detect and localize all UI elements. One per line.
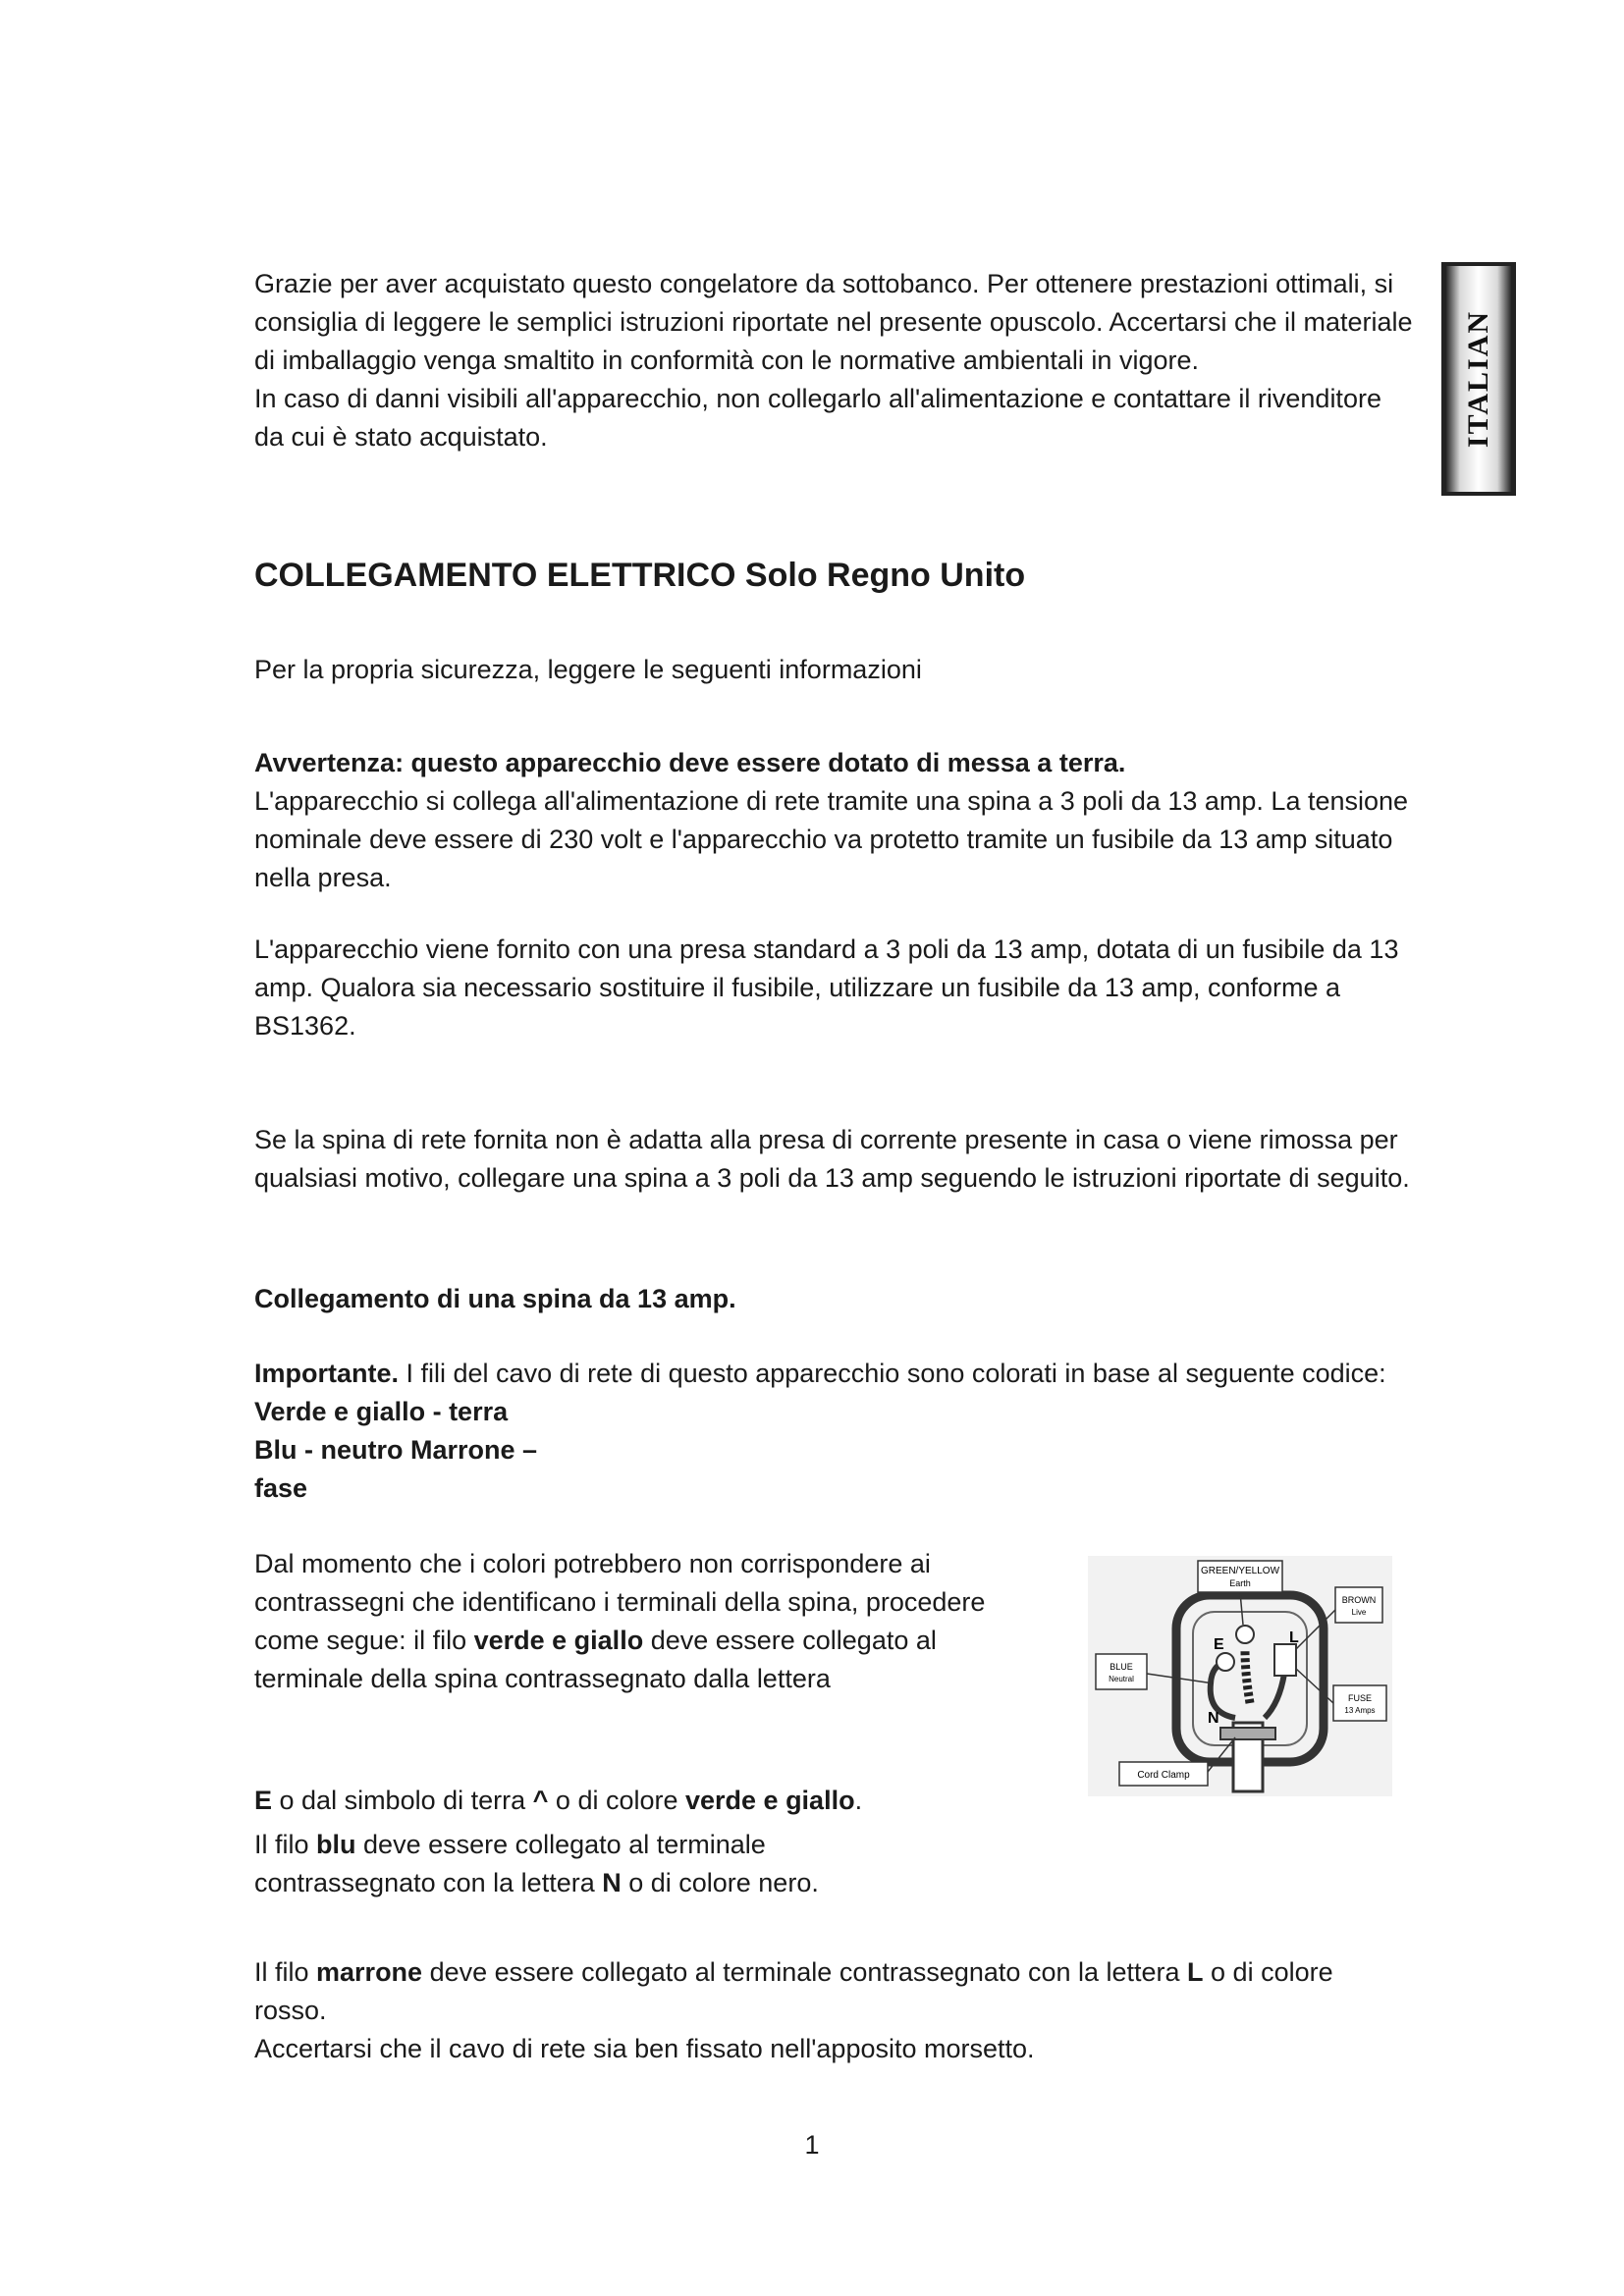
warning-paragraph bbox=[254, 744, 1413, 897]
supplied-paragraph bbox=[254, 931, 1413, 1045]
label-fuse-amps: 13 Amps bbox=[1344, 1706, 1376, 1715]
blue-end: o di colore nero. bbox=[621, 1868, 819, 1897]
language-tab-label: ITALIAN bbox=[1462, 309, 1495, 449]
plug-subheading: Collegamento di una spina da 13 amp. bbox=[254, 1284, 736, 1313]
blue-instruction bbox=[254, 1826, 922, 1902]
label-box-brown bbox=[1335, 1587, 1382, 1623]
brown-pre: Il filo bbox=[254, 1957, 317, 1987]
section-heading: COLLEGAMENTO ELETTRICO Solo Regno Unito bbox=[254, 557, 1026, 594]
language-tab bbox=[1441, 262, 1516, 496]
neutral-terminal bbox=[1217, 1653, 1234, 1671]
cord-clamp bbox=[1220, 1728, 1275, 1739]
earth-end: . bbox=[854, 1786, 863, 1815]
label-fuse: FUSE bbox=[1347, 1693, 1373, 1703]
blue-letter: N bbox=[602, 1868, 622, 1897]
brown-end: o di colore rosso. bbox=[254, 1957, 1333, 2025]
plug-wiring-diagram bbox=[1088, 1556, 1392, 1796]
code-phase: fase bbox=[254, 1473, 308, 1503]
safety-note: Per la propria sicurezza, leggere le seguenti informazioni bbox=[254, 655, 922, 684]
code-earth: Verde e giallo - terra bbox=[254, 1397, 509, 1426]
earth-text-2: o di colore bbox=[548, 1786, 685, 1815]
intro-text: Grazie per aver acquistato questo congelatore da sottobanco. Per ottenere prestazioni ottimali, si consiglia di leggere le semplici istruzioni riportate nel presente opuscolo. Accertarsi che il materiale di imballaggio venga smaltito in conformità con le normative ambientali in vigore. bbox=[254, 269, 1413, 375]
label-earth: Earth bbox=[1229, 1578, 1251, 1588]
important-label: Importante. bbox=[254, 1359, 400, 1388]
important-paragraph bbox=[254, 1355, 1413, 1508]
brown-text: deve essere collegato al terminale contrassegnato con la lettera bbox=[422, 1957, 1188, 1987]
supplied-text: L'apparecchio viene fornito con una presa standard a 3 poli da 13 amp, dotata di un fusibile da 13 amp. Qualora sia necessario sostituire il fusibile, utilizzare un fusibile da 13 amp, conforme a bbox=[254, 934, 1399, 1002]
standard-text: BS1362. bbox=[254, 1011, 356, 1041]
label-neutral: Neutral bbox=[1109, 1675, 1134, 1683]
brown-letter: L bbox=[1187, 1957, 1204, 1987]
letter-l: L bbox=[1289, 1629, 1299, 1646]
letter-e: E bbox=[1214, 1636, 1224, 1653]
label-brown: BROWN bbox=[1341, 1595, 1377, 1605]
blue-word: blu bbox=[316, 1830, 356, 1859]
replace-paragraph: Se la spina di rete fornita non è adatta alla presa di corrente presente in casa o viene rimossa per qualsiasi motivo, collegare una spina a 3 poli da 13 amp seguendo le istruzioni riportate di seguito. bbox=[254, 1125, 1410, 1193]
label-box-blue bbox=[1096, 1654, 1147, 1689]
code-neutral-live: Blu - neutro Marrone – bbox=[254, 1435, 538, 1465]
instruction-end: deve essere collegato al terminale della spina contrassegnato dalla lettera bbox=[254, 1626, 937, 1693]
instruction-bold: verde e giallo bbox=[473, 1626, 644, 1655]
label-green-yellow: GREEN/YELLOW bbox=[1200, 1566, 1280, 1576]
colour-instructions bbox=[254, 1545, 1001, 1698]
important-text: I fili del cavo di rete di questo apparecchio sono colorati in base al seguente codice: bbox=[399, 1359, 1386, 1388]
blue-text: deve essere collegato al terminale contrassegnato con la lettera bbox=[254, 1830, 766, 1897]
warning-title: Avvertenza: questo apparecchio deve essere dotato di messa a terra. bbox=[254, 748, 1126, 777]
damage-text: In caso di danni visibili all'apparecchio, non collegarlo all'alimentazione e contattare il rivenditore da cui è stato acquistato. bbox=[254, 384, 1381, 452]
page-number: 1 bbox=[804, 2130, 820, 2160]
brown-instruction bbox=[254, 1953, 1374, 2068]
earth-colour: verde e giallo bbox=[685, 1786, 855, 1815]
blue-pre: Il filo bbox=[254, 1830, 317, 1859]
label-blue: BLUE bbox=[1110, 1662, 1133, 1672]
brown-word: marrone bbox=[316, 1957, 423, 1987]
label-box-fuse bbox=[1333, 1685, 1386, 1721]
earth-symbol: ^ bbox=[532, 1786, 549, 1815]
earth-letter: E bbox=[254, 1786, 273, 1815]
label-cord-clamp: Cord Clamp bbox=[1137, 1770, 1190, 1781]
warning-text: L'apparecchio si collega all'alimentazione di rete tramite una spina a 3 poli da 13 amp. La tensione nominale deve essere di 230 volt e l'apparecchio va protetto tramite un fusibile da 13 amp situato nella presa. bbox=[254, 786, 1409, 892]
earth-text: o dal simbolo di terra bbox=[272, 1786, 533, 1815]
clamp-instruction: Accertarsi che il cavo di rete sia ben fissato nell'apposito morsetto. bbox=[254, 2034, 1035, 2063]
label-live: Live bbox=[1351, 1608, 1367, 1617]
letter-n: N bbox=[1208, 1710, 1219, 1727]
fuse-holder bbox=[1274, 1644, 1296, 1676]
earth-terminal bbox=[1236, 1626, 1254, 1643]
intro-paragraph bbox=[254, 265, 1413, 456]
instruction-text: Dal momento che i colori potrebbero non corrispondere ai contrassegni che identificano i terminali della spina, procedere come segue: il filo bbox=[254, 1549, 986, 1655]
